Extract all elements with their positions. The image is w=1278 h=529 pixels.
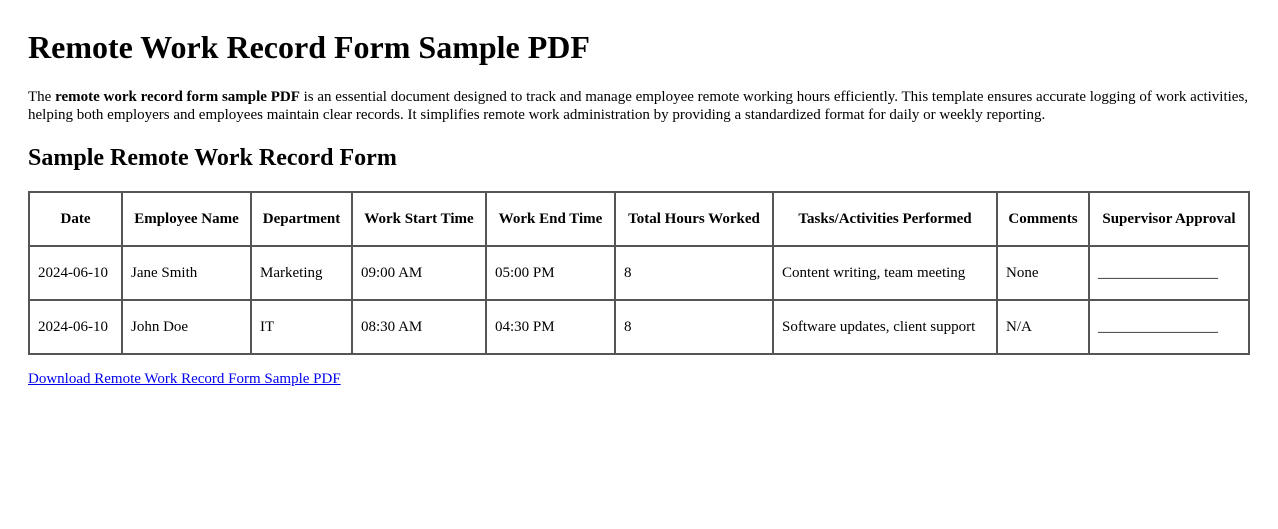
- intro-paragraph: [28, 88, 1250, 124]
- cell-total-hours: 8: [615, 246, 773, 300]
- document-page: [0, 28, 1278, 388]
- cell-work-end-time: 04:30 PM: [486, 300, 615, 354]
- header-employee-name: Employee Name: [122, 192, 251, 246]
- cell-work-end-time: 05:00 PM: [486, 246, 615, 300]
- header-comments: Comments: [997, 192, 1089, 246]
- cell-employee-name: John Doe: [122, 300, 251, 354]
- cell-work-start-time: 08:30 AM: [352, 300, 486, 354]
- intro-text-start: The: [28, 89, 56, 105]
- cell-work-start-time: 09:00 AM: [352, 246, 486, 300]
- intro-text-end: is an essential document designed to track and manage employee remote working hours efficiently. This template ensures accurate logging of work activities, helping both employers and employees maintain clear records. It simplifies remote work administration by providing a standardized format for daily or weekly reporting.: [28, 89, 1249, 123]
- cell-supervisor-approval: ________________: [1089, 246, 1249, 300]
- header-work-start-time: Work Start Time: [352, 192, 486, 246]
- cell-date: 2024-06-10: [29, 300, 122, 354]
- cell-tasks: Content writing, team meeting: [773, 246, 997, 300]
- cell-comments: N/A: [997, 300, 1089, 354]
- cell-tasks: Software updates, client support: [773, 300, 997, 354]
- header-work-end-time: Work End Time: [486, 192, 615, 246]
- table-row: [29, 300, 1249, 354]
- cell-department: IT: [251, 300, 352, 354]
- table-row: [29, 246, 1249, 300]
- section-heading: Sample Remote Work Record Form: [28, 145, 397, 171]
- table-header-row: [29, 192, 1249, 246]
- cell-department: Marketing: [251, 246, 352, 300]
- header-department: Department: [251, 192, 352, 246]
- cell-comments: None: [997, 246, 1089, 300]
- header-date: Date: [29, 192, 122, 246]
- cell-total-hours: 8: [615, 300, 773, 354]
- cell-date: 2024-06-10: [29, 246, 122, 300]
- header-supervisor-approval: Supervisor Approval: [1089, 192, 1249, 246]
- cell-supervisor-approval: ________________: [1089, 300, 1249, 354]
- record-table: [28, 191, 1250, 355]
- cell-employee-name: Jane Smith: [122, 246, 251, 300]
- intro-bold-text: remote work record form sample PDF: [55, 89, 300, 105]
- download-pdf-link[interactable]: Download Remote Work Record Form Sample PDF: [28, 371, 341, 387]
- header-total-hours-worked: Total Hours Worked: [615, 192, 773, 246]
- header-tasks-activities: Tasks/Activities Performed: [773, 192, 997, 246]
- page-title: Remote Work Record Form Sample PDF: [28, 29, 590, 65]
